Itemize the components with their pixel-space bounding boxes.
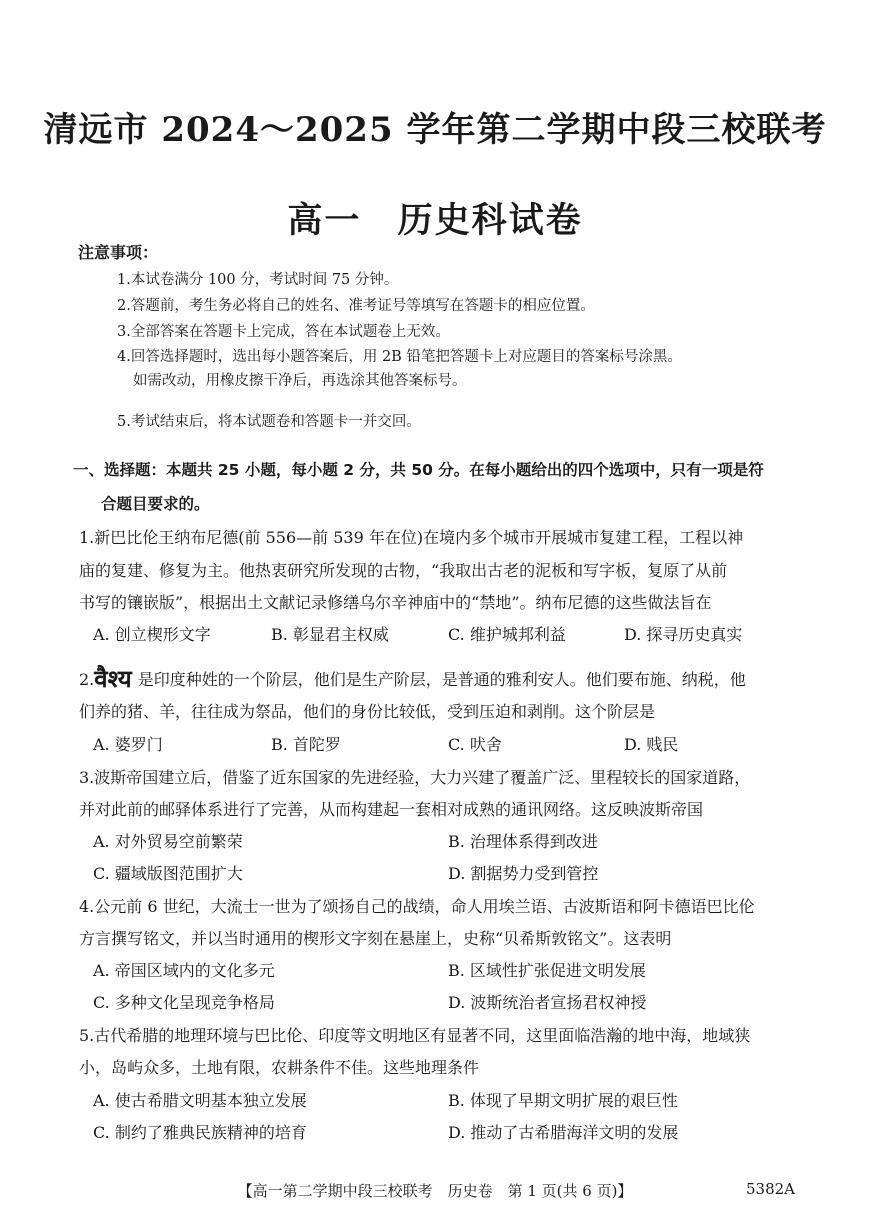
notice-item: 3.全部答案在答题卡上完成，答在本试题卷上无效。	[117, 324, 450, 340]
question-1-option-c: C. 维护城邦利益	[448, 625, 566, 644]
question-1-option-d: D. 探寻历史真实	[624, 625, 743, 644]
question-4-option-c: C. 多种文化呈现竞争格局	[93, 993, 275, 1012]
question-3-option-d: D. 割据势力受到管控	[448, 864, 599, 883]
page-footer: 【高一第二学期中段三校联考 历史卷 第 1 页(共 6 页)】	[237, 1182, 633, 1200]
exam-subtitle: 高一 历史科试卷	[287, 201, 583, 241]
question-4-option-d: D. 波斯统治者宣扬君权神授	[448, 993, 647, 1012]
notice-heading: 注意事项：	[78, 243, 159, 262]
notice-item: 如需改动，用橡皮擦干净后，再选涂其他答案标号。	[133, 373, 467, 389]
question-4-line: 4.公元前 6 世纪，大流士一世为了颂扬自己的战绩，命人用埃兰语、古波斯语和阿卡德语巴比伦	[79, 897, 755, 916]
section-heading-cont: 合题目要求的。	[101, 495, 210, 513]
question-2-option-b: B. 首陀罗	[271, 735, 341, 754]
question-5-line: 5.古代希腊的地理环境与巴比伦、印度等文明地区有显著不同，这里面临浩瀚的地中海，地域狭	[79, 1026, 751, 1045]
question-1-option-b: B. 彰显君主权威	[271, 625, 389, 644]
question-5-line: 小，岛屿众多，土地有限，农耕条件不佳。这些地理条件	[79, 1058, 480, 1077]
question-3-option-a: A. 对外贸易空前繁荣	[93, 832, 243, 851]
devanagari-word: वैश्य	[94, 665, 132, 693]
question-3-option-c: C. 疆域版图范围扩大	[93, 864, 243, 883]
question-1-line: 1.新巴比伦王纳布尼德(前 556—前 539 年在位)在境内多个城市开展城市复建工程，工程以神	[79, 528, 744, 547]
question-2-line: 们养的猪、羊，往往成为祭品，他们的身份比较低，受到压迫和剥削。这个阶层是	[79, 702, 656, 721]
question-2-number: 2.	[79, 670, 95, 689]
question-5-option-c: C. 制约了雅典民族精神的培育	[93, 1123, 307, 1142]
question-3-line: 3.波斯帝国建立后，借鉴了近东国家的先进经验，大力兴建了覆盖广泛、里程较长的国家道路，	[79, 768, 751, 787]
exam-title: 清远市 2024～2025 学年第二学期中段三校联考	[43, 110, 827, 150]
question-4-option-a: A. 帝国区域内的文化多元	[93, 961, 275, 980]
question-2-text: 是印度种姓的一个阶层，他们是生产阶层，是普通的雅利安人。他们要布施、纳税，他	[137, 670, 746, 689]
notice-item: 2.答题前，考生务必将自己的姓名、准考证号等填写在答题卡的相应位置。	[117, 298, 595, 314]
notice-item: 1.本试卷满分 100 分，考试时间 75 分钟。	[117, 272, 399, 288]
question-5-option-a: A. 使古希腊文明基本独立发展	[93, 1091, 307, 1110]
question-4-line: 方言撰写铭文，并以当时通用的楔形文字刻在悬崖上，史称“贝希斯敦铭文”。这表明	[79, 929, 672, 948]
question-2-option-a: A. 婆罗门	[93, 735, 163, 754]
question-3-line: 并对此前的邮驿体系进行了完善，从而构建起一套相对成熟的通讯网络。这反映波斯帝国	[79, 800, 704, 819]
question-3-option-b: B. 治理体系得到改进	[448, 832, 598, 851]
question-1-line: 书写的镶嵌版”，根据出土文献记录修缮乌尔辛神庙中的“禁地”。纳布尼德的这些做法旨在	[79, 593, 712, 612]
question-5-option-b: B. 体现了早期文明扩展的艰巨性	[448, 1091, 678, 1110]
question-5-option-d: D. 推动了古希腊海洋文明的发展	[448, 1123, 679, 1142]
question-2-line	[79, 662, 746, 695]
paper-code: 5382A	[746, 1180, 796, 1198]
question-2-option-d: D. 贱民	[624, 735, 679, 754]
question-1-option-a: A. 创立楔形文字	[93, 625, 211, 644]
question-1-line: 庙的复建、修复为主。他热衷研究所发现的古物，“我取出古老的泥板和写字板，复原了从前	[79, 561, 728, 580]
section-heading: 一、选择题：本题共 25 小题，每小题 2 分，共 50 分。在每小题给出的四个选项中，只有一项是符	[73, 461, 764, 479]
notice-item: 4.回答选择题时，选出每小题答案后，用 2B 铅笔把答题卡上对应题目的答案标号涂黑。	[117, 349, 682, 365]
question-2-option-c: C. 吠舍	[448, 735, 502, 754]
notice-item: 5.考试结束后，将本试题卷和答题卡一并交回。	[117, 414, 421, 430]
question-4-option-b: B. 区域性扩张促进文明发展	[448, 961, 646, 980]
